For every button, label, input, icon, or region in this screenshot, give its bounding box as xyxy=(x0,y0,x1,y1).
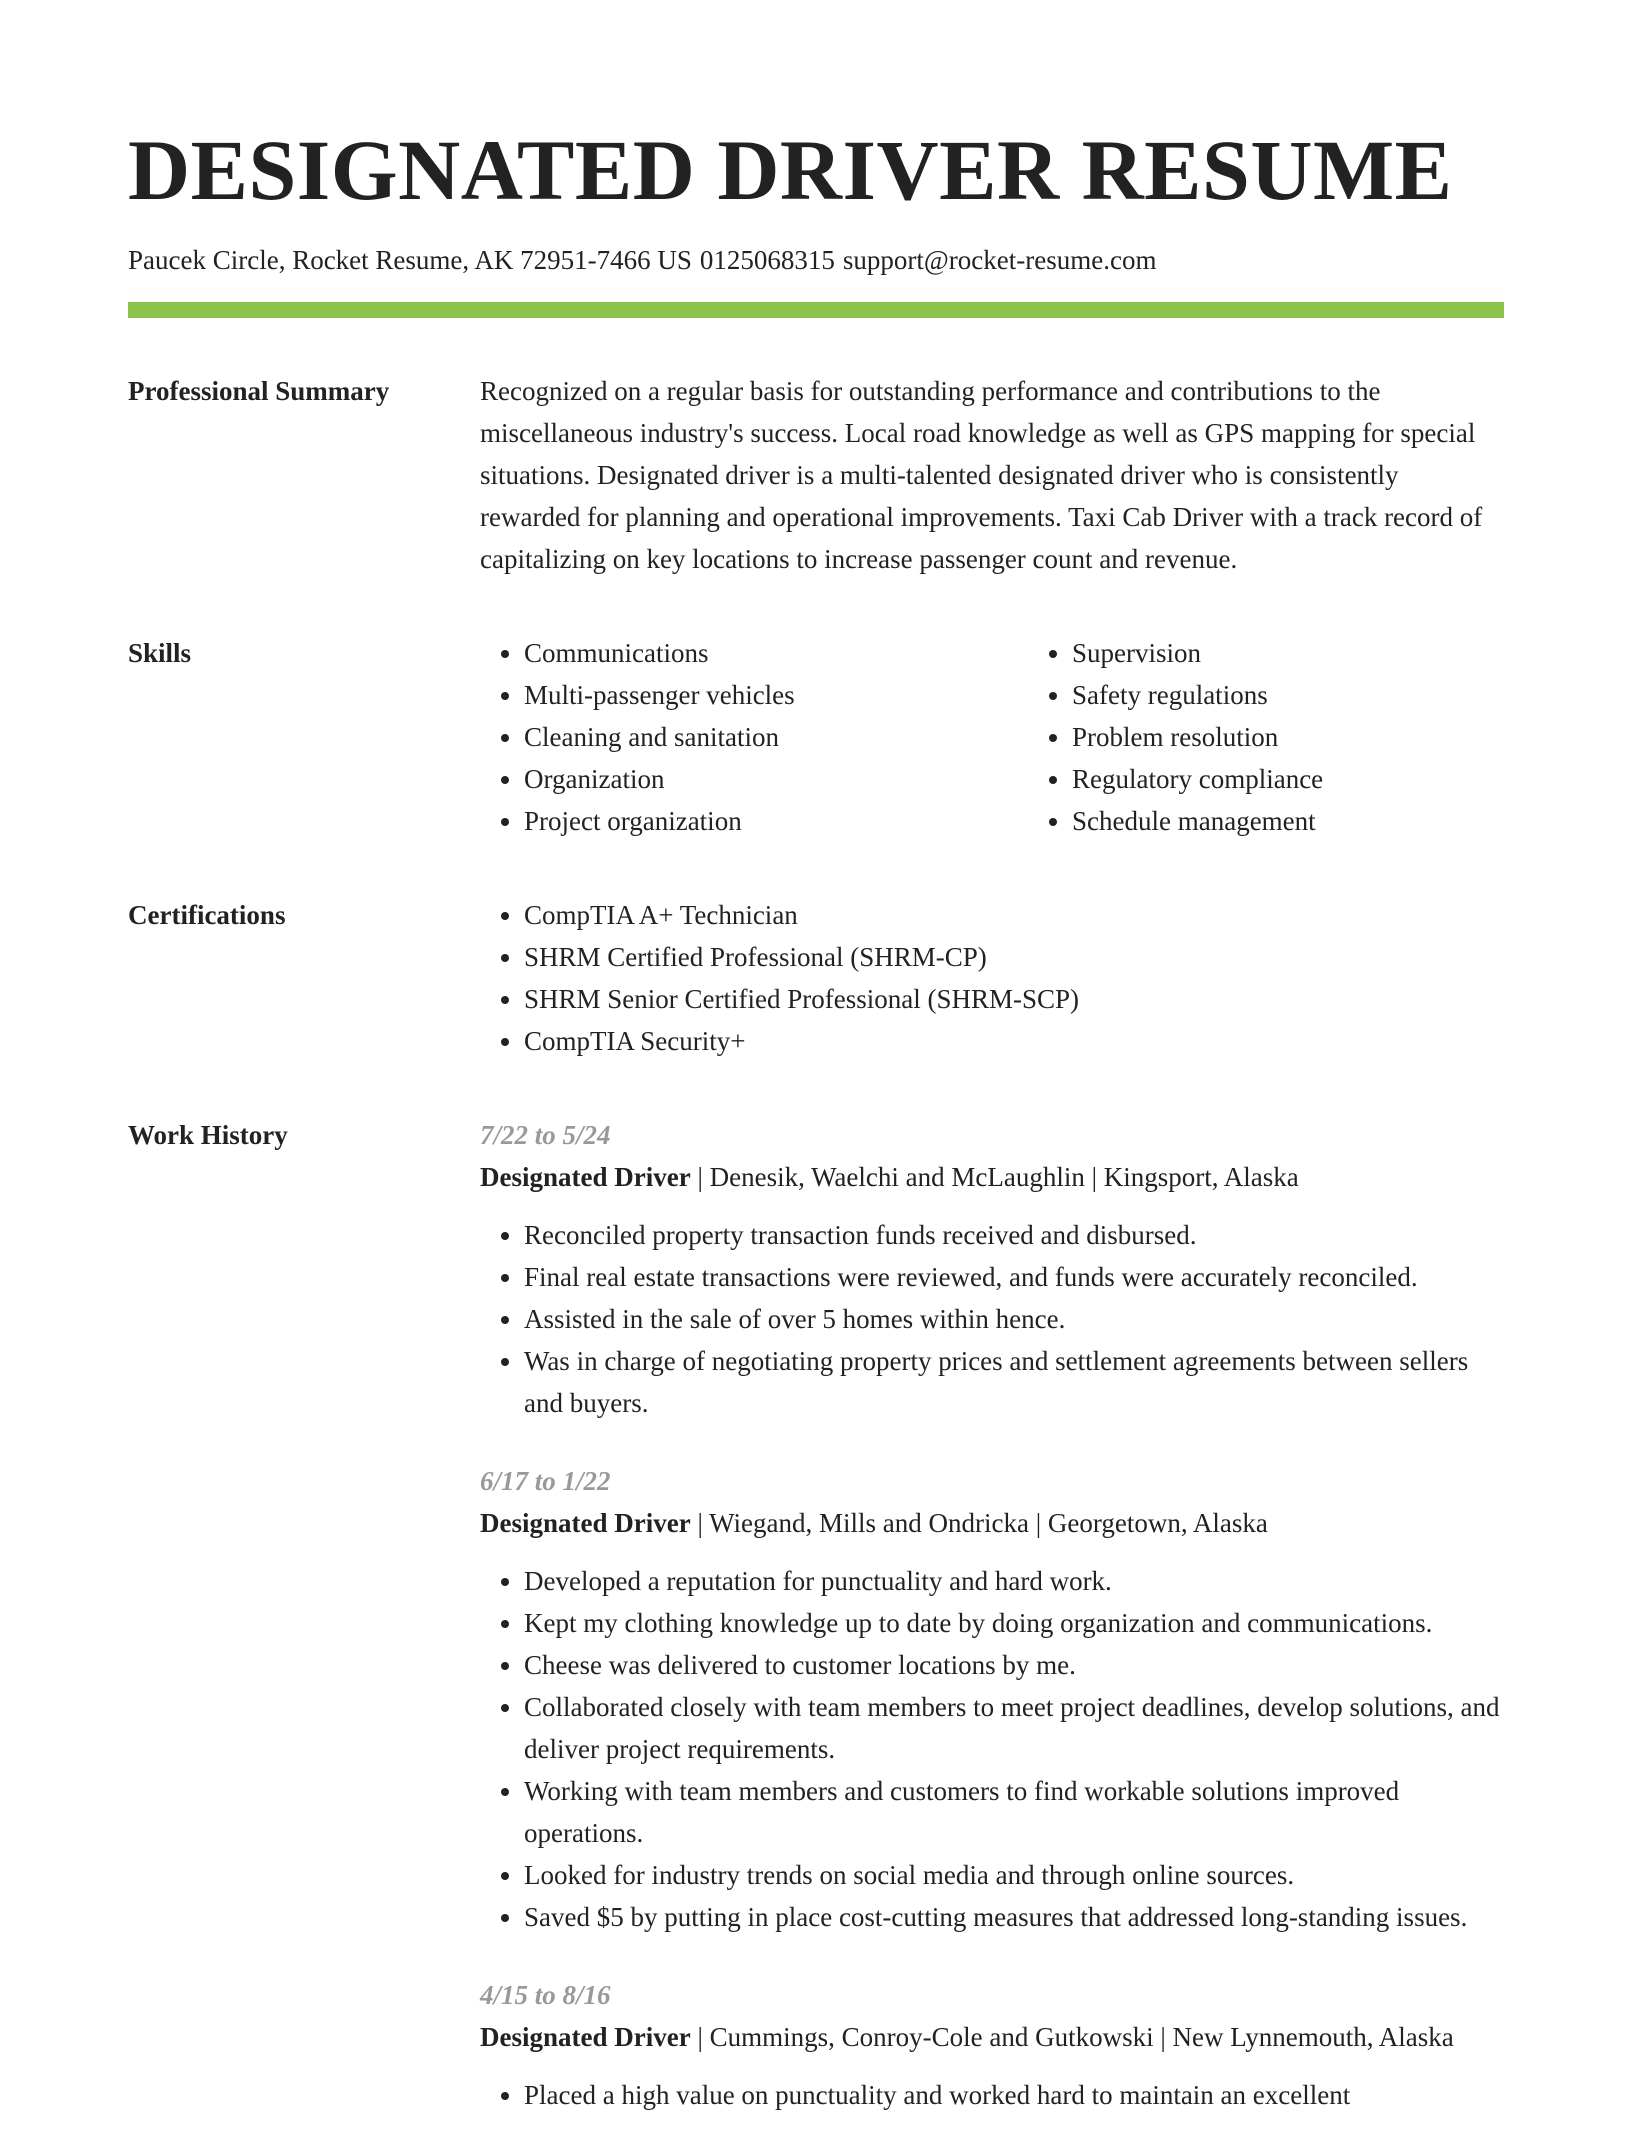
job-entry xyxy=(480,1974,1504,2116)
resume-page xyxy=(128,120,1504,2152)
certification-item: • CompTIA A+ Technician xyxy=(524,894,1504,936)
job-bullet: • Working with team members and customers to find workable solutions improved operations. xyxy=(524,1770,1504,1854)
job-bullet: • Looked for industry trends on social media and through online sources. xyxy=(524,1854,1504,1896)
job-dates: 7/22 to 5/24 xyxy=(480,1120,611,1150)
job-employer-location: | Cummings, Conroy-Cole and Gutkowski | New Lynnemouth, Alaska xyxy=(690,2022,1454,2052)
work-history-list xyxy=(480,1114,1504,2152)
job-bullet: • Final real estate transactions were reviewed, and funds were accurately reconciled. xyxy=(524,1256,1504,1298)
job-title: Designated Driver xyxy=(480,1508,691,1538)
certification-item: • CompTIA Security+ xyxy=(524,1020,1504,1062)
certification-item: • SHRM Certified Professional (SHRM-CP) xyxy=(524,936,1504,978)
header-divider xyxy=(128,302,1504,318)
job-title: Designated Driver xyxy=(480,1162,691,1192)
job-bullet: • Assisted in the sale of over 5 homes within hence. xyxy=(524,1298,1504,1340)
job-bullet: • Placed a high value on punctuality and worked hard to maintain an excellent xyxy=(524,2074,1504,2116)
job-bullet: • Cheese was delivered to customer locations by me. xyxy=(524,1644,1504,1686)
job-bullets xyxy=(480,2074,1504,2116)
job-bullet: • Saved $5 by putting in place cost-cutting measures that addressed long-standing issues. xyxy=(524,1896,1504,1938)
skills-list-right xyxy=(1028,632,1532,842)
skill-item: • Supervision xyxy=(1072,632,1532,674)
job-employer-location: | Wiegand, Mills and Ondricka | Georgetown, Alaska xyxy=(690,1508,1268,1538)
skill-item: • Problem resolution xyxy=(1072,716,1532,758)
job-bullet: • Was in charge of negotiating property prices and settlement agreements between sellers and buyers. xyxy=(524,1340,1504,1424)
job-dates: 6/17 to 1/22 xyxy=(480,1466,611,1496)
job-bullets xyxy=(480,1560,1504,1938)
resume-title: DESIGNATED DRIVER RESUME xyxy=(128,122,1453,218)
skill-item: • Cleaning and sanitation xyxy=(524,716,984,758)
certifications-section xyxy=(128,894,1504,1062)
contact-address: Paucek Circle, Rocket Resume, AK 72951-7466 US xyxy=(128,245,692,275)
job-bullet: • Developed a reputation for punctuality and hard work. xyxy=(524,1560,1504,1602)
job-entry xyxy=(480,1460,1504,1938)
summary-section xyxy=(128,370,1504,580)
job-heading xyxy=(480,1156,1504,1198)
skill-item: • Safety regulations xyxy=(1072,674,1532,716)
skills-list-left xyxy=(480,632,984,842)
contact-phone: 0125068315 xyxy=(699,245,835,275)
job-dates: 4/15 to 8/16 xyxy=(480,1980,611,2010)
summary-text: Recognized on a regular basis for outstanding performance and contributions to the miscellaneous industry's success. Local road knowledge as well as GPS mapping for special situations. Designated driver is a multi-talented designated driver who is consistently rewarded for planning and operational improvements. Taxi Cab Driver with a track record of capitalizing on key locations to increase passenger count and revenue. xyxy=(480,376,1483,574)
skill-item: • Communications xyxy=(524,632,984,674)
skill-item: • Organization xyxy=(524,758,984,800)
job-bullet: • Reconciled property transaction funds received and disbursed. xyxy=(524,1214,1504,1256)
job-heading xyxy=(480,2016,1504,2058)
contact-line xyxy=(128,242,1504,278)
section-label-certifications: Certifications xyxy=(128,900,286,930)
skill-item: • Schedule management xyxy=(1072,800,1532,842)
job-employer-location: | Denesik, Waelchi and McLaughlin | Kingsport, Alaska xyxy=(690,1162,1299,1192)
job-entry xyxy=(480,1114,1504,1424)
job-bullet: • Collaborated closely with team members to meet project deadlines, develop solutions, and deliver project requirements. xyxy=(524,1686,1504,1770)
job-bullet: • Kept my clothing knowledge up to date by doing organization and communications. xyxy=(524,1602,1504,1644)
certifications-list xyxy=(480,894,1504,1062)
job-bullets xyxy=(480,1214,1504,1424)
certification-item: • SHRM Senior Certified Professional (SHRM-SCP) xyxy=(524,978,1504,1020)
work-history-section xyxy=(128,1114,1504,2152)
section-label-skills: Skills xyxy=(128,638,192,668)
skill-item: • Project organization xyxy=(524,800,984,842)
contact-email: support@rocket-resume.com xyxy=(842,245,1157,275)
section-label-summary: Professional Summary xyxy=(128,376,390,406)
job-heading xyxy=(480,1502,1504,1544)
skill-item: • Multi-passenger vehicles xyxy=(524,674,984,716)
skill-item: • Regulatory compliance xyxy=(1072,758,1532,800)
skills-section xyxy=(128,632,1504,842)
section-label-work-history: Work History xyxy=(128,1120,288,1150)
job-title: Designated Driver xyxy=(480,2022,691,2052)
